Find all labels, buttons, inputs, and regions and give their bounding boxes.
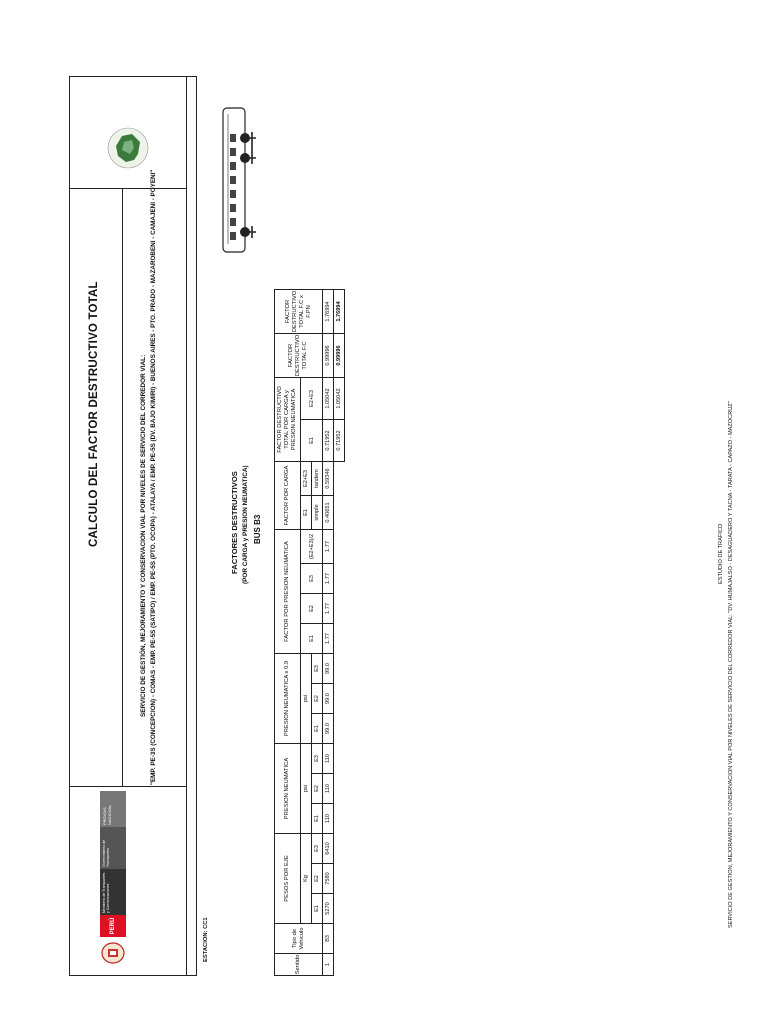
col-factor-carga: FACTOR POR CARGA — [275, 462, 301, 530]
section-subheading: (POR CARGA y PRESION NEUMATICA) — [242, 465, 249, 584]
cell-fpn-e1: 1.77 — [323, 624, 334, 654]
cell-peso-e2: 7580 — [323, 864, 334, 894]
cell-fc-e2e3: 0.59346 — [323, 462, 334, 496]
cell-peso-e1: 5270 — [323, 894, 334, 924]
service-line: SERVICIO DE GESTIÓN, MEJORAMIENTO Y CONSERVACION VIAL POR NIVELES DE SERVICIO DEL CORREDOR VIAL: — [140, 354, 147, 717]
col-factor-destructivo-carga-presion: FACTOR DESTRUCTIVO TOTAL POR CARGA y PRESION NEUMATICA — [275, 378, 301, 462]
sub-e2: E2 — [312, 774, 323, 804]
sub-e2: E2 — [301, 594, 323, 624]
table-row — [323, 290, 334, 976]
sub-simple: simple — [312, 496, 323, 530]
logo-area — [70, 786, 186, 975]
cell-tipo: B3 — [323, 924, 334, 954]
unit-psi: psi — [301, 744, 312, 834]
sub-e3: E3 — [312, 654, 323, 684]
viceministry-box — [100, 827, 126, 869]
header-band — [187, 76, 197, 976]
col-factor-destructivo-total: FACTOR DESTRUCTIVO TOTAL F.C — [275, 334, 323, 378]
col-pesos-por-eje: PESOS POR EJE — [275, 834, 301, 924]
cell-pn09-e3: 99.0 — [323, 654, 334, 684]
page-title: CALCULO DEL FACTOR DESTRUCTIVO TOTAL — [88, 281, 100, 547]
total-fdcp-e1: 0.71952 — [334, 420, 345, 462]
header-center — [70, 169, 186, 787]
sub-e2: E2 — [312, 864, 323, 894]
sub-e1: E1 — [312, 894, 323, 924]
ministry-box — [100, 869, 126, 915]
cell-fdt-pn: 1.76994 — [323, 290, 334, 334]
total-fdt-pn: 1.76994 — [334, 290, 345, 334]
cell-fpn-avg: 1.77 — [323, 530, 334, 564]
cell-pn-e3: 110 — [323, 744, 334, 774]
col-sentido: Sentido — [275, 954, 323, 976]
sub-e3: E3 — [301, 564, 323, 594]
total-fdt: 0.99996 — [334, 334, 345, 378]
sub-e1: E1 — [312, 804, 323, 834]
section-heading: FACTORES DESTRUCTIVOS — [230, 471, 239, 574]
header-right-logo — [70, 74, 186, 189]
cell-fdcp-e2e3: 1.05042 — [323, 378, 334, 420]
col-presion-neumatica-09: PRESION NEUMATICA x 0.9 — [275, 654, 301, 744]
sub-tandem: tandem — [312, 462, 323, 496]
cell-fpn-e2: 1.77 — [323, 594, 334, 624]
cell-fdcp-e1: 0.71952 — [323, 420, 334, 462]
vehicle-heading: BUS B3 — [253, 514, 262, 544]
cell-pn-e2: 110 — [323, 774, 334, 804]
header-block — [69, 76, 187, 976]
bus-b3-icon — [220, 104, 258, 254]
provias-box — [100, 791, 126, 827]
sub-e23avg: (E2+E3)/2 — [301, 530, 323, 564]
sub-e2: E2 — [312, 684, 323, 714]
total-fdcp-e2e3: 1.05042 — [334, 378, 345, 420]
sub-e1: E1 — [312, 714, 323, 744]
cell-sentido: 1 — [323, 954, 334, 976]
cell-fc-e1: 0.40651 — [323, 496, 334, 530]
title-row — [70, 189, 123, 787]
region-map-icon — [106, 126, 150, 170]
sub-e2e3: E2+E3 — [301, 378, 323, 420]
cell-peso-e3: 6410 — [323, 834, 334, 864]
sub-e1: E1 — [301, 420, 323, 462]
viceministry-label: Viceministerio de Transportes — [102, 839, 111, 867]
cell-pn09-e2: 99.0 — [323, 684, 334, 714]
footer-title: ESTUDIO DE TRAFICO — [718, 523, 724, 584]
ministry-label: Ministerio de Transportes y Comunicaciones — [102, 872, 111, 913]
sub-e2e3: E2+E3 — [301, 462, 312, 496]
route-line: "EMP. PE-3S (CONCEPCION) - COMAS - EMP. PE-5S (SATIPO) / EMP. PE-5S (PTO. OCOPA) - ATALAYA / EMP. PE-5S (DV. BAJO KIMIRI) - BUENOS AIRES - PTO. PRADO - MAZAROBENI - CAMAJENI - POYENI" — [150, 169, 157, 785]
cell-pn09-e1: 99.0 — [323, 714, 334, 744]
sub-e3: E3 — [312, 834, 323, 864]
footer-service: SERVICIO DE GESTION, MEJORAMIENTO Y CONSERVACION VIAL POR NIVELES DE SERVICIO DEL CORREDOR VIAL: "DV. HUMAJALSO - DESAGUADERO Y TACNA - TARATA - CAPAZO - MAZOCRUZ" — [728, 401, 734, 928]
cell-pn-e1: 110 — [323, 804, 334, 834]
table-total-row — [334, 290, 345, 976]
col-factor-presion: FACTOR POR PRESION NEUMATICA — [275, 530, 301, 654]
sub-e1: E1 — [301, 624, 323, 654]
cell-fdt: 0.99996 — [323, 334, 334, 378]
provias-label: PROVÍAS NACIONAL — [102, 804, 112, 825]
total-spacer — [334, 462, 345, 976]
sub-e1: E1 — [301, 496, 312, 530]
cell-fpn-e3: 1.77 — [323, 564, 334, 594]
coat-of-arms-icon — [100, 941, 126, 965]
unit-kg: Kg — [301, 834, 312, 924]
unit-psi-09: psi — [301, 654, 312, 744]
sub-e3: E3 — [312, 744, 323, 774]
peru-label: PERÚ — [110, 917, 116, 935]
col-factor-destructivo-total-pn: FACTOR DESTRUCTIVO TOTAL F.C x F.PN — [275, 290, 323, 334]
station-label: ESTACION: CC1 — [203, 917, 209, 962]
peru-brand-box — [100, 915, 126, 937]
col-presion-neumatica: PRESION NEUMATICA — [275, 744, 301, 834]
col-tipo-vehiculo: Tipo de Vehiculo — [275, 924, 323, 954]
factor-table — [274, 289, 345, 976]
